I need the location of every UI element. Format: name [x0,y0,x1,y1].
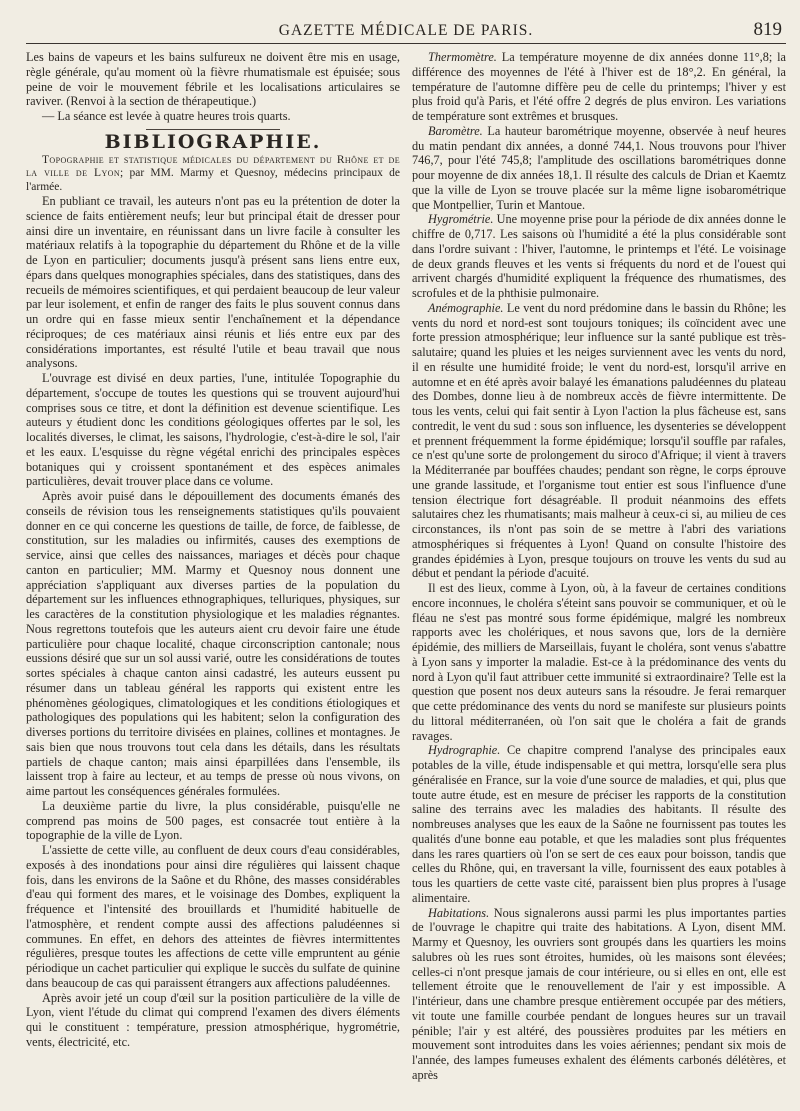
review-paragraph: L'assiette de cette ville, au confluent de deux cours d'eau considérables, exposés à des inondations pour ainsi dire régulières qui laissent chaque fois, dans les environs de la Saône et du Rhône, des masses considérables d'eau qui forment des mares, et le voisinage des Dombes, expliquent la fréquence et l'intensité des brouillards et l'humidité habituelle de l'atmosphère, et rendent compte aussi des affections paludéennes si communes. En effet, en dehors des atteintes de fièvres intermittentes régulières, presque toutes les affections de cette ville empruntent au génie périodique un cachet particulier qui explique le succès du sulfate de quinine dans beaucoup de cas qui paraissent étrangers aux affections paludéennes. [26,843,400,990]
book-title: Topographie et statistique médicales du département du Rhône et de la ville de Lyon [26,153,400,179]
paragraph-text: Une moyenne prise pour la période de dix années donne le chiffre de 0,717. Les saisons où l'humidité a été la plus considérable sont dans l'ordre suivant : l'hiver, l'automne, le printemps et l'été. Le voisinage de deux grands fleuves et les vents si fréquents du nord et de l'ouest qui arrivent chargés d'humidité expliquent la fréquence des rhumatismes, des scrofules et de la phthisie pulmonaire. [412,212,786,300]
page-number: 819 [753,19,782,40]
review-paragraph: Après avoir jeté un coup d'œil sur la position particulière de la ville de Lyon, vient l'étude du climat qui comprend l'examen des divers éléments qui le constituent : température, pression atmosphérique, hygrométrie, vents, électricité, etc. [26,990,400,1049]
paragraph-text: Il est des lieux, comme à Lyon, où, à la faveur de certaines conditions encore inconnues, le choléra s'éteint sans pouvoir se communiquer, et où le fléau ne s'est pas montré sous forme épidémique, malgré les nombreux rapports avec les cholériques, et nous savons que, lors de la dernière épidémie, des milliers de Marseillais, fuyant le choléra, sont venus s'abattre à Lyon sans y importer la maladie. Est-ce à la prédominance des vents du nord à Lyon qu'il faut attribuer cette immunité si extraordinaire? Telle est la question que posent nos deux auteurs sans la résoudre. Je ferai remarquer que cette prédominance des vents du nord se manifeste sur plusieurs points du littoral méditerranéen, où l'on sait que le choléra a fait de grands ravages. [412,581,786,743]
section-divider [146,129,280,130]
paragraph-label: Hygrométrie. [428,212,494,227]
review-paragraph: L'ouvrage est divisé en deux parties, l'une, intitulée Topographie du département, s'occupe de toutes les questions qui se trouvent aujourd'hui comprises sous ce titre, et dont la définition est devenue scientifique. Les auteurs y étudient donc les conditions géologiques offertes par le sol, les localités diverses, le climat, les saisons, l'hydrologie, c'est-à-dire le sol, l'air et les eaux. L'esquisse du règne végétal enrichi des principales espèces botaniques qui y croissent spontanément et des espèces animales particulières, devait trouver place dans ce volume. [26,371,400,489]
right-column [412,50,786,1083]
paragraph-label: Hydrographie. [428,743,501,758]
review-paragraph: Après avoir puisé dans le dépouillement des documents émanés des conseils de révision tous les renseignements statistiques qu'ils pouvaient donner en ce qui concerne les questions de taille, de force, de faiblesse, de constitution, sur les maladies ou infirmités, causes des exemptions de service, ainsi que celles des naissances, mariages et décès pour chaque canton en particulier; MM. Marmy et Quesnoy nous donnent une appréciation s'appliquant aux diverses parties de la population du département sur les influences ethnographiques, telluriques, physiques, sur les caractères de la constitution physiologique et les maladies régnantes. Nous regrettons toutefois que les auteurs aient cru devoir faire une étude particulière pour chaque localité, chaque circonscription cantonale; nous eussions désiré que sur un sol aussi varié, outre les considérations de toutes sortes spéciales à chaque canton ainsi cadastré, les auteurs eussent pu résumer dans un tableau général les rapports qui existent entre les phénomènes géologiques, climatologiques et les conditions étiologiques et pathologiques des populations qui les habitent; selon la configuration des diverses portions du territoire divisées en plaines, collines et montagnes. Je sais bien que nous trouvons tout cela dans les détails, dans les résultats partiels de chaque canton; mais ainsi éparpillées dans l'ensemble, ils laissent trop à faire au lecteur, et au temps de presse où nous vivons, on aime partout les conséquences générales formulées. [26,489,400,798]
review-paragraph: En publiant ce travail, les auteurs n'ont pas eu la prétention de doter la science de faits entièrement neufs; leur but principal était de dresser pour ainsi dire un inventaire, en réunissant dans un livre facile à consulter les matériaux relatifs à la topographie du département du Rhône et de la ville de Lyon en particulier; documents jusqu'à présent sans liens entre eux, épars dans quelques monographies spéciales, dans des statistiques, dans des recueils de mémoires scientifiques, et qui perdaient beaucoup de leur valeur par leur isolement, et enfin de ranger des faits le plus souvent connus dans un ordre qui en fasse mieux sentir l'enchaînement et la dépendance réciproques; de ces matériaux ainsi réunis et liés entre eux par des considérations importantes, est résulté l'utile et beau travail que nous analysons. [26,194,400,371]
paragraph-label: Anémographie. [428,300,504,315]
paragraph-label: Baromètre. [428,123,483,138]
climate-paragraph [412,581,786,743]
review-paragraph: La deuxième partie du livre, la plus considérable, puisqu'elle ne comprend pas moins de 500 pages, est consacrée tout entière à la topographie de la ville de Lyon. [26,798,400,843]
climate-paragraph [412,212,786,301]
session-closing: — La séance est levée à quatre heures trois quarts. [42,109,291,123]
running-title: GAZETTE MÉDICALE DE PARIS. [278,22,534,39]
paragraph-label: Thermomètre. [428,50,497,64]
book-reference [26,154,400,195]
paragraph-text: La hauteur barométrique moyenne, observée à neuf heures du matin pendant dix années, a donné 744,1. Nous trouvons pour l'hiver 746,7, pour l'été 745,8; l'amplitude des oscillations barométriques donne pour moyenne de dix années 18,1. Il résulte des calculs de Drian et Kaemtz que la ville de Lyon se trouve placée sur la même ligne isobarométrique que Montpellier, Turin et Mantoue. [412,123,786,212]
paragraph-label: Habitations. [428,905,490,920]
climate-paragraph [412,50,786,124]
book-authors: ; par MM. Marmy et Quesnoy, médecins principaux de l'armée. [26,167,400,193]
left-column [26,50,400,1083]
paragraph-text: Le vent du nord prédomine dans le bassin du Rhône; les vents du nord et nord-est sont toujours toniques; ils coïncident avec une forte pression atmosphérique; leur influence sur la santé publique est très-salutaire; quand les pluies et les neiges surviennent avec les vents du nord, il en résulte une humidité froide; le vent du nord-est, lorsqu'il arrive en automne et en été après avoir balayé les émanations paludéennes du plateau des Dombes, donne lieu à de nombreux accès de fièvre intermittente. De tous les vents, celui qui fait sentir à Lyon l'action la plus fâcheuse est, sans contredit, le vent du sud : sous son influence, les dysenteries se développent et prennent fréquemment la forme épidémique; lorsqu'il souffle par rafales, ce n'est qu'une sorte de prolongement du siroco d'Afrique; il vient à travers la Méditerranée par bouffées chaudes; pendant son règne, le corps éprouve une grande lassitude, et l'organisme tout entier est sous l'influence d'une tension électrique fort désagréable. Il produit néanmoins des effets salutaires chez les rhumatisants; mais malheur à ceux-ci si, au milieu de ces circonstances, ils n'ont pas soin de se mettre à l'abri des variations atmosphériques si fréquentes à Lyon! Quand on consulte l'histoire des grandes épidémies à Lyon, presque toujours on trouve les vents du sud au début et pendant la période d'acuité. [412,300,786,581]
climate-paragraph [412,906,786,1083]
running-header [26,16,786,44]
section-title: BIBLIOGRAPHIE. [104,130,322,153]
climate-paragraph [412,301,786,581]
two-column-body [26,50,786,1083]
climate-paragraph [412,124,786,213]
paragraph-text: Nous signalerons aussi parmi les plus importantes parties de l'ouvrage le chapitre qui traite des habitations. A Lyon, disent MM. Marmy et Quesnoy, les ouvriers sont groupés dans les quartiers les moins salubres où les rues sont étroites, humides, où les maisons sont élevées; celles-ci n'ont presque jamais de cour intérieure, ou si elles en ont, elle est tellement étroite que le renouvellement de l'air y est impossible. A l'intérieur, dans une chambre presque entièrement occupée par des métiers, vit toute une famille courbée pendant de longues heures sur un travail pénible; l'air y est altéré, des poussières produites par les métiers en mouvement sont introduites dans les voies aériennes; pendant six mois de l'année, des lampes fumeuses exhalent des éléments carbonés délétères, et après [412,905,786,1082]
paragraph-text: Ce chapitre comprend l'analyse des principales eaux potables de la ville, étude indispensable et qui mettra, lorsqu'elle sera plus généralisée en France, sur la voie d'une source de maladies, et qui, plus que toute autre étude, est en mesure de préciser les rapports de la constitution saline des terrains avec les maladies des habitants. Il résulte des nombreuses analyses que les eaux de la Saône ne fournissent pas toutes les qualités d'une bonne eau potable, et que les maladies sont plus fréquentes dans les rares quartiers où l'on se sert de ces eaux pour boisson, tandis que celles du Rhône, qui, en traversant la ville, fournissent des eaux potables à tous les quartiers de cette vaste cité, paraissent bien plus propres à l'usage alimentaire. [412,743,786,905]
paragraph-text: La température moyenne de dix années donne 11°,8; la différence des moyennes de l'été à l'hiver est de 18°,2. En général, la température de l'automne diffère peu de celle du printemps; l'hiver y est plus froid qu'à Paris, et l'été offre 2 degrés de plus environ. Les variations de température sont extrêmes et brusques. [412,50,786,123]
intro-paragraph: Les bains de vapeurs et les bains sulfureux ne doivent être mis en usage, règle générale, qu'au moment où la fièvre rhumatismale est épuisée; sous peine de voir le mouvement fébrile et les localisations articulaires se raviver. (Renvoi à la section de thérapeutique.) [26,50,400,109]
climate-paragraph [412,743,786,905]
